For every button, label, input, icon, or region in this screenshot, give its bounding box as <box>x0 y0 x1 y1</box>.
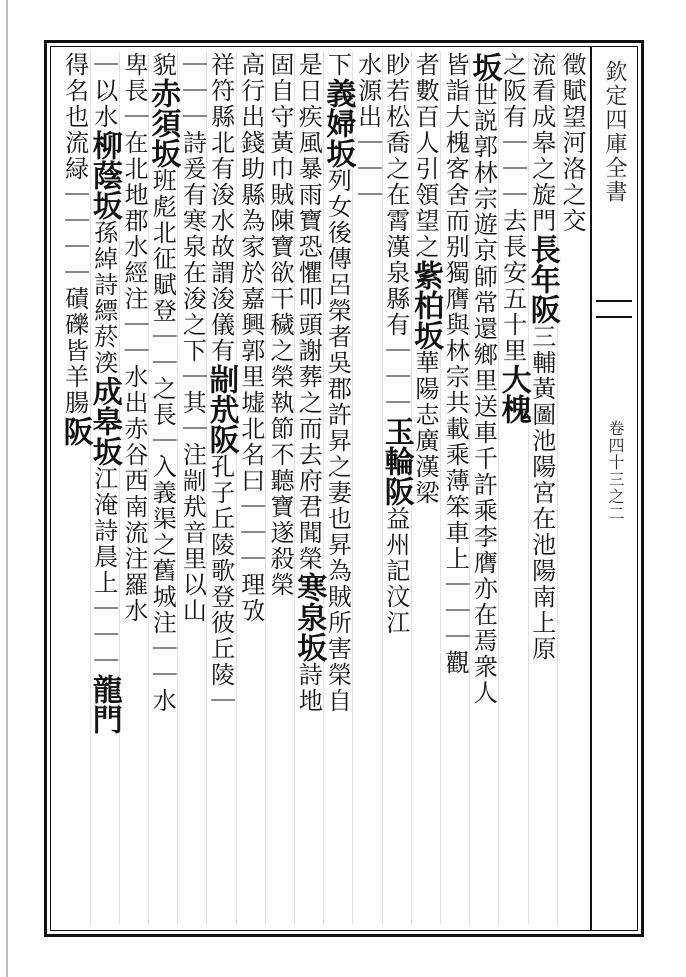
text-segment: 列女後傳呂榮者吳郡許昇之妻也昇為賊所害榮自 <box>323 168 352 714</box>
text-column <box>378 52 414 924</box>
headword: 龍門 <box>86 674 122 734</box>
column-rule <box>323 52 324 924</box>
text-body <box>56 52 586 924</box>
text-segment: 之阪有｜｜｜去長安五十里 <box>498 52 527 364</box>
column-rule <box>498 52 499 924</box>
text-segment: 皆詣大槐客舍而别獨膺與林宗共載乘薄笨車上｜｜｜觀 <box>441 52 470 676</box>
column-rule <box>148 52 149 924</box>
volume-label: 卷四十三之二 <box>606 420 625 522</box>
column-rule <box>528 52 529 924</box>
column-rule <box>265 52 266 924</box>
text-column <box>236 52 265 924</box>
column-rule <box>119 52 120 924</box>
text-segment: 世説郭林宗遊京師常還鄉里送車千許乘李膺亦在焉衆人 <box>469 82 498 706</box>
text-segment: 泉縣有｜｜｜ <box>381 260 410 416</box>
text-column <box>407 52 443 924</box>
headword: 大槐 <box>495 364 531 424</box>
text-segment: 益州記汶江 <box>381 506 410 636</box>
column-rule <box>236 52 237 924</box>
text-segment: ｜以水 <box>89 52 118 130</box>
column-rule <box>294 52 295 924</box>
fishtail-mark <box>596 300 632 318</box>
column-rule <box>352 52 353 924</box>
text-column <box>440 52 469 924</box>
text-segment: 高行出錢助縣為家於嘉興郭里墟北名曰｜｜｜ <box>236 52 265 572</box>
headword: 剬㢤阪 <box>203 364 239 454</box>
text-column <box>557 52 586 924</box>
headword: 成皋坂 <box>86 376 122 466</box>
headword: 坂 <box>466 52 502 82</box>
column-rule <box>469 52 470 924</box>
text-segment: 孔子丘陵歌登彼丘陵｜ <box>206 454 235 714</box>
text-column <box>524 52 560 924</box>
scan-edge-mark <box>6 0 8 977</box>
headword: 赤須坂 <box>145 78 181 168</box>
text-segment: 詩地 <box>294 662 323 714</box>
text-segment: ｜磧礫皆羊腸 <box>60 260 89 416</box>
text-segment: 下 <box>323 52 352 78</box>
text-segment: 江淹詩晨上｜｜｜ <box>89 466 118 674</box>
text-segment: 者數百人引領望之 <box>410 52 439 260</box>
text-segment: 三輔黃圖池陽宮在池陽南上原 <box>527 324 556 662</box>
text-column <box>352 52 381 924</box>
text-column <box>145 52 181 924</box>
text-column <box>203 52 239 924</box>
headword: 義婦坂 <box>320 78 356 168</box>
column-rule <box>206 52 207 924</box>
text-segment: ｜｜｜詩爰有寒泉在浚之下 <box>178 52 207 364</box>
text-column <box>495 52 531 924</box>
text-segment: 流緑｜｜｜ <box>60 130 89 260</box>
text-column <box>57 52 93 924</box>
headword: 柳蔭坂 <box>86 130 122 220</box>
text-segment: ｜其｜注剬㢤音里以山 <box>178 364 207 624</box>
text-column <box>291 52 327 924</box>
text-segment: 水源出｜｜｜ <box>353 52 382 208</box>
text-segment: 華陽志廣漢梁 <box>410 350 439 506</box>
text-column <box>119 52 148 924</box>
text-segment: 貌 <box>148 52 177 78</box>
text-segment: 理攷 <box>236 572 265 624</box>
column-rule <box>440 52 441 924</box>
text-segment: 徵賦望河洛之交 <box>557 52 586 234</box>
text-segment: 班彪北征賦登｜｜之長｜入義渠之舊城注｜｜水 <box>148 168 177 714</box>
text-segment: 卑長 <box>119 52 148 104</box>
text-segment: 是日疾風暴雨寶恐懼叩頭謝葬之而去府君聞榮 <box>294 52 323 572</box>
headword: 長年阪 <box>524 234 560 324</box>
text-column <box>466 52 502 924</box>
headword: 寒泉坂 <box>291 572 327 662</box>
text-segment: 得名也 <box>60 52 89 130</box>
text-segment: 眇若松喬之在霄漢 <box>381 52 410 260</box>
text-segment: 祥符縣北有浚水故謂浚儀有 <box>206 52 235 364</box>
column-rule <box>90 52 91 924</box>
text-segment: 流看成皋之旋門 <box>527 52 556 234</box>
text-segment: 固自守黃巾賊陳寶欲干穢之榮執節不聽寶遂殺榮 <box>265 52 294 598</box>
text-segment: 孫綽詩縹菸湙 <box>89 220 118 376</box>
headword: 阪 <box>57 416 93 446</box>
text-segment: ｜在北地郡水經注｜｜水出赤谷西南流注羅水 <box>119 104 148 624</box>
text-column <box>265 52 294 924</box>
book-title: 欽定四庫全書 <box>602 60 627 204</box>
column-rule <box>411 52 412 924</box>
column-rule <box>177 52 178 924</box>
headword: 玉輪阪 <box>378 416 414 506</box>
text-column <box>86 52 122 924</box>
text-column <box>320 52 356 924</box>
column-rule <box>382 52 383 924</box>
text-column <box>177 52 206 924</box>
column-rule <box>557 52 558 924</box>
headword: 紫柏坂 <box>407 260 443 350</box>
